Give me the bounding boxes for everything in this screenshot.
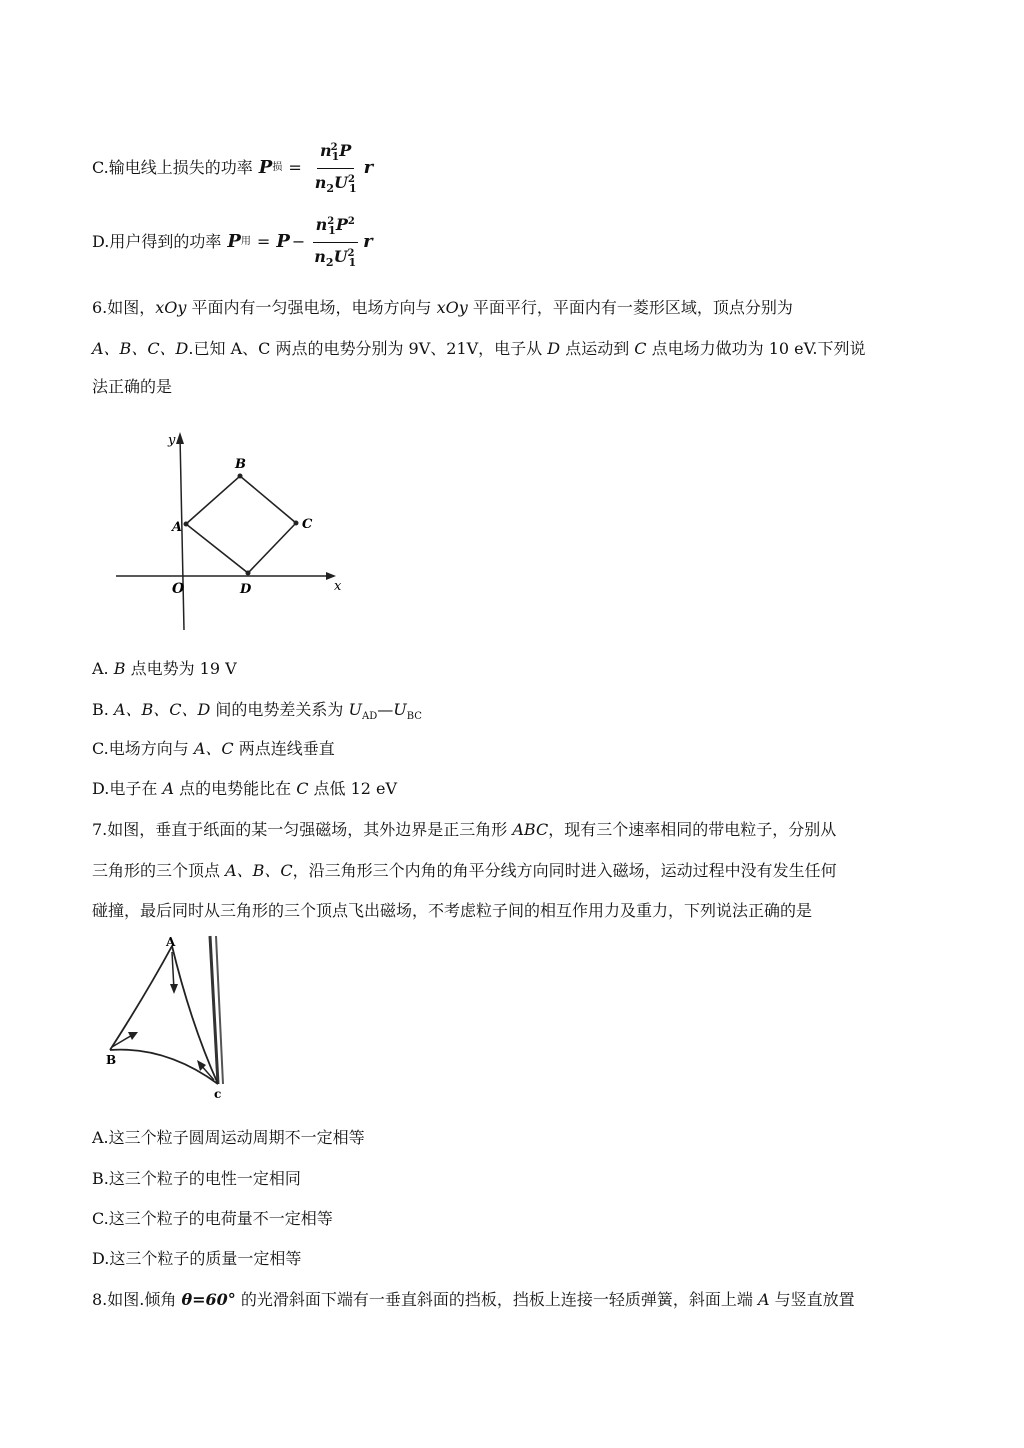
q6-option-b [92, 699, 422, 728]
subscript-bc: BC [406, 711, 422, 722]
q8-angle: θ=60° [181, 1290, 236, 1309]
resistance-r: r [363, 231, 373, 252]
q6-text: .已知 A、C 两点的电势分别为 9V、21V，电子从 [188, 339, 548, 358]
numerator-n: n [320, 140, 332, 160]
q6-text: 平面内有一匀强电场，电场方向与 [186, 298, 437, 317]
q6-text: 6.如图， [92, 298, 156, 317]
vertex-a-dot [184, 522, 189, 527]
option-text-italic: B [113, 659, 126, 678]
option-c-line [92, 140, 374, 195]
potential-u: U [393, 700, 407, 719]
option-d-prefix: D.用户得到的功率 [92, 232, 222, 251]
option-text-italic: A、B、C、D [113, 700, 211, 719]
q6-stem-line3: 法正确的是 [92, 377, 173, 396]
q7-text-italic: ABC [512, 820, 549, 839]
equals-sign: = [288, 158, 302, 177]
vertex-c-dot [294, 521, 299, 526]
q8-text: 8.如图.倾角 [92, 1290, 182, 1309]
option-text: D.电子在 [92, 779, 163, 798]
option-d-line [92, 214, 373, 269]
power-subscript: 用 [240, 236, 251, 247]
rhombus-abcd [186, 476, 296, 573]
q6-text-italic: D [547, 339, 561, 358]
q6-option-c [92, 738, 335, 760]
label-c: C [302, 517, 313, 532]
q6-text: 平面平行，平面内有一菱形区域，顶点分别为 [467, 298, 793, 317]
dash: — [377, 700, 394, 719]
label-d: D [240, 582, 252, 597]
q7-text: ，现有三个速率相同的带电粒子，分别从 [548, 820, 837, 839]
label-origin: O [172, 581, 185, 597]
option-text: A. [92, 659, 114, 678]
option-text: 两点连线垂直 [233, 739, 335, 758]
option-text: C.电场方向与 [92, 739, 194, 758]
minus-sign: − [291, 232, 306, 251]
triangle-side-ab [110, 946, 172, 1050]
q7-text: ，沿三角形三个内角的角平分线方向同时进入磁场，运动过程中没有发生任何 [292, 861, 837, 880]
option-text: 点低 12 eV [308, 779, 398, 798]
option-text: 点电势为 19 V [125, 659, 237, 678]
option-c-prefix: C.输电线上损失的功率 [92, 158, 253, 177]
option-d-formula [227, 213, 372, 272]
equals-sign: = [256, 232, 271, 251]
q7-option-b: B.这三个粒子的电性一定相同 [92, 1169, 301, 1188]
potential-u: U [348, 700, 362, 719]
q6-text-italic: xOy [155, 298, 187, 317]
q8-text-italic: A [757, 1290, 770, 1309]
option-text-italic: A、C [193, 739, 234, 758]
q6-text-italic: xOy [436, 298, 468, 317]
power-subscript: 损 [272, 162, 283, 173]
subscript-ad: AD [362, 711, 378, 722]
q7-triangle-figure [96, 934, 236, 1104]
q6-option-a [92, 658, 237, 680]
option-text: 间的电势差关系为 [210, 700, 349, 719]
power-p: P [276, 231, 290, 252]
q7-option-a: A.这三个粒子圆周运动周期不一定相等 [92, 1128, 365, 1147]
q6-stem-line2 [92, 338, 865, 360]
y-axis-arrow [176, 432, 184, 444]
resistance-r: r [363, 157, 374, 178]
q6-text: 点运动到 [560, 339, 635, 358]
label-x: x [334, 579, 342, 594]
q6-stem-line1 [92, 297, 793, 319]
label-b: B [106, 1053, 117, 1067]
label-b: B [235, 457, 246, 472]
label-a: A [166, 935, 176, 949]
fraction: $\frac{n^2_1P}{n_2U^2_1}$ [314, 140, 357, 195]
fraction: $\frac{n^2_1P^2}{n_2U^2_1}$ [314, 214, 357, 269]
arrowhead-a [170, 984, 178, 994]
option-text-italic: A [162, 779, 174, 798]
q7-stem-line1 [92, 819, 836, 841]
q7-option-d: D.这三个粒子的质量一定相等 [92, 1249, 302, 1268]
q8-stem-line1 [92, 1289, 855, 1311]
option-text: B. [92, 700, 114, 719]
label-c: c [214, 1087, 222, 1101]
q7-stem-line2 [92, 860, 837, 882]
q7-text: 三角形的三个顶点 [92, 861, 226, 880]
q8-text: 与竖直放置 [769, 1290, 855, 1309]
q6-text: 点电场力做功为 10 eV.下列说 [646, 339, 866, 358]
vertex-b-dot [238, 474, 243, 479]
q7-text-italic: A、B、C [225, 861, 293, 880]
q7-stem-line3: 碰撞，最后同时从三角形的三个顶点飞出磁场，不考虑粒子间的相互作用力及重力，下列说法正确的是 [92, 901, 813, 920]
q6-text-italic: A、B、C、D [92, 339, 189, 358]
q6-option-d [92, 778, 397, 800]
q7-option-c: C.这三个粒子的电荷量不一定相等 [92, 1209, 333, 1228]
q6-rhombus-figure [112, 430, 352, 635]
label-y: y [168, 433, 176, 448]
vertex-d-dot [246, 571, 251, 576]
power-symbol: P [258, 157, 273, 178]
power-symbol: P [227, 231, 241, 252]
q7-text: 7.如图，垂直于纸面的某一匀强磁场，其外边界是正三角形 [92, 820, 513, 839]
q6-text-italic: C [634, 339, 647, 358]
label-a: A [172, 520, 183, 535]
option-text-italic: C [296, 779, 309, 798]
q8-text: 的光滑斜面下端有一垂直斜面的挡板，挡板上连接一轻质弹簧，斜面上端 [235, 1290, 758, 1309]
option-text: 点的电势能比在 [174, 779, 297, 798]
option-c-formula [259, 139, 373, 198]
